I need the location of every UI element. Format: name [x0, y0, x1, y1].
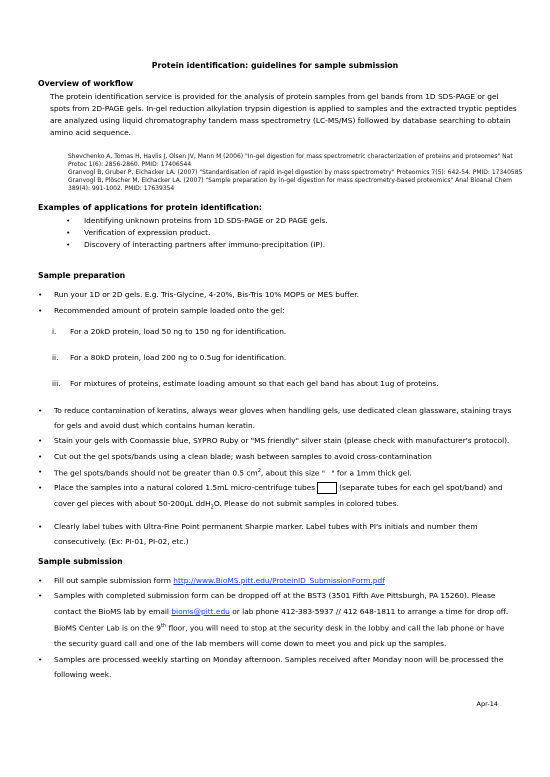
list-item: • Fill out sample submission form http://www.BioMS.pitt.edu/ProteinID_SubmissionForm.pdf	[38, 573, 518, 588]
list-number: i.	[52, 327, 57, 336]
reference-item: Granvogl B, Plöscher M, Eichacker LA. (2007) "Sample preparation by in-gel digestion for mass spectrometry-based proteomics" Anal Bioanal Chem 389(4): 991-1002. PMID: 17639354	[68, 177, 512, 192]
submission-form-link[interactable]: http://www.BioMS.pitt.edu/ProteinID_SubmissionForm.pdf	[173, 576, 385, 585]
list-item: • Identifying unknown proteins from 1D SDS-PAGE or 2D PAGE gels.	[66, 215, 521, 227]
list-item: • Verification of expression product.	[66, 227, 521, 239]
page-title: Protein identification: guidelines for sample submission	[151, 61, 399, 70]
list-number: iii.	[52, 379, 61, 388]
list-item: • Recommended amount of protein sample loaded onto the gel:	[38, 303, 518, 319]
examples-list	[66, 215, 521, 251]
footer-date: Apr-14	[476, 700, 498, 708]
list-item: • Stain your gels with Coomassie blue, SYPRO Ruby or "MS friendly" silver stain (please check with manufacturer's protocol).	[38, 433, 518, 448]
prep-list-a	[38, 287, 518, 318]
submission-list	[38, 573, 518, 682]
list-item: • Samples with completed submission form can be dropped off at the BST3 (3501 Fifth Ave Pittsburgh, PA 15260). Please contact the BioMS lab by email bioms@pitt.edu or lab phone 412-383-5937 // 412 648-1811 to arrange a time for drop off. BioMS Center Lab is on the 9th floor, you will need to stop at the security desk in the lobby and call the lab phone or have the security guard call and one of the lab members will come down to meet you and pick up the samples.	[38, 588, 518, 651]
examples-heading: Examples of applications for protein identification:	[38, 203, 263, 212]
reference-item: Shevchenko A, Tomas H, Havlis J, Olsen JV, Mann M (2006) "In-gel digestion for mass spectrometric characterization of proteins and proteomes" Nat Protoc 1(6): 2856-2860. PMID: 17406544	[68, 153, 513, 168]
list-item: For a 20kD protein, load 50 ng to 150 ng for identification.	[70, 327, 287, 336]
submission-heading: Sample submission	[38, 557, 123, 566]
list-item: For mixtures of proteins, estimate loading amount so that each gel band has about 1ug of proteins.	[70, 379, 439, 388]
list-item: • Discovery of interacting partners after immuno-precipitation (IP).	[66, 239, 521, 251]
prep-heading: Sample preparation	[38, 271, 126, 280]
tube-size-box	[317, 482, 337, 494]
list-item: For a 80kD protein, load 200 ng to 0.5ug for identification.	[70, 353, 287, 362]
overview-heading: Overview of workflow	[38, 79, 134, 88]
list-number: ii.	[52, 353, 59, 362]
prep-list-c	[38, 519, 518, 550]
list-item: • The gel spots/bands should not be greater than 0.5 $cm^2$, about this size " " for a 1mm thick gel.	[38, 464, 518, 481]
list-item: • To reduce contamination of keratins, always wear gloves when handling gels, use dedicated clean glassware, staining trays for gels and avoid dust which contains human keratin.	[38, 403, 518, 433]
reference-list	[68, 153, 523, 193]
list-item: • Run your 1D or 2D gels. E.g. Tris-Glycine, 4-20%, Bis-Tris 10% MOPS or MES buffer.	[38, 287, 518, 303]
list-item: • Place the samples into a natural colored 1.5mL micro-centrifuge tubes (separate tubes for each gel spot/band) and cover gel pieces with about 50-200µL ddH$_2$O. Please do not submit samples in colored tubes.	[38, 480, 518, 515]
list-item: • Clearly label tubes with Ultra-Fine Point permanent Sharpie marker. Label tubes with PI's initials and number them consecutively. (Ex: PI-01, PI-02, etc.)	[38, 519, 518, 550]
overview-text: The protein identification service is provided for the analysis of protein samples from gel bands from 1D SDS-PAGE or gel spots from 2D-PAGE gels. In-gel reduction alkylation trypsin digestion is applied to samples and the extracted tryptic peptides are analyzed using liquid chromatography tandem mass spectrometry (LC-MS/MS) followed by database searching to obtain amino acid sequence.	[50, 92, 517, 137]
list-item: • Cut out the gel spots/bands using a clean blade; wash between samples to avoid cross-contamination	[38, 449, 518, 464]
email-link[interactable]: bioms@pitt.edu	[171, 606, 230, 616]
list-item: • Samples are processed weekly starting on Monday afternoon. Samples received after Monday noon will be processed the following week.	[38, 652, 518, 683]
reference-item: Granvogl B, Gruber P, Eichacker LA. (2007) "Standardisation of rapid in-gel digestion by mass spectrometry" Proteomics 7(5): 642-54. PMID: 17340585	[68, 169, 523, 176]
prep-list-b	[38, 403, 518, 515]
